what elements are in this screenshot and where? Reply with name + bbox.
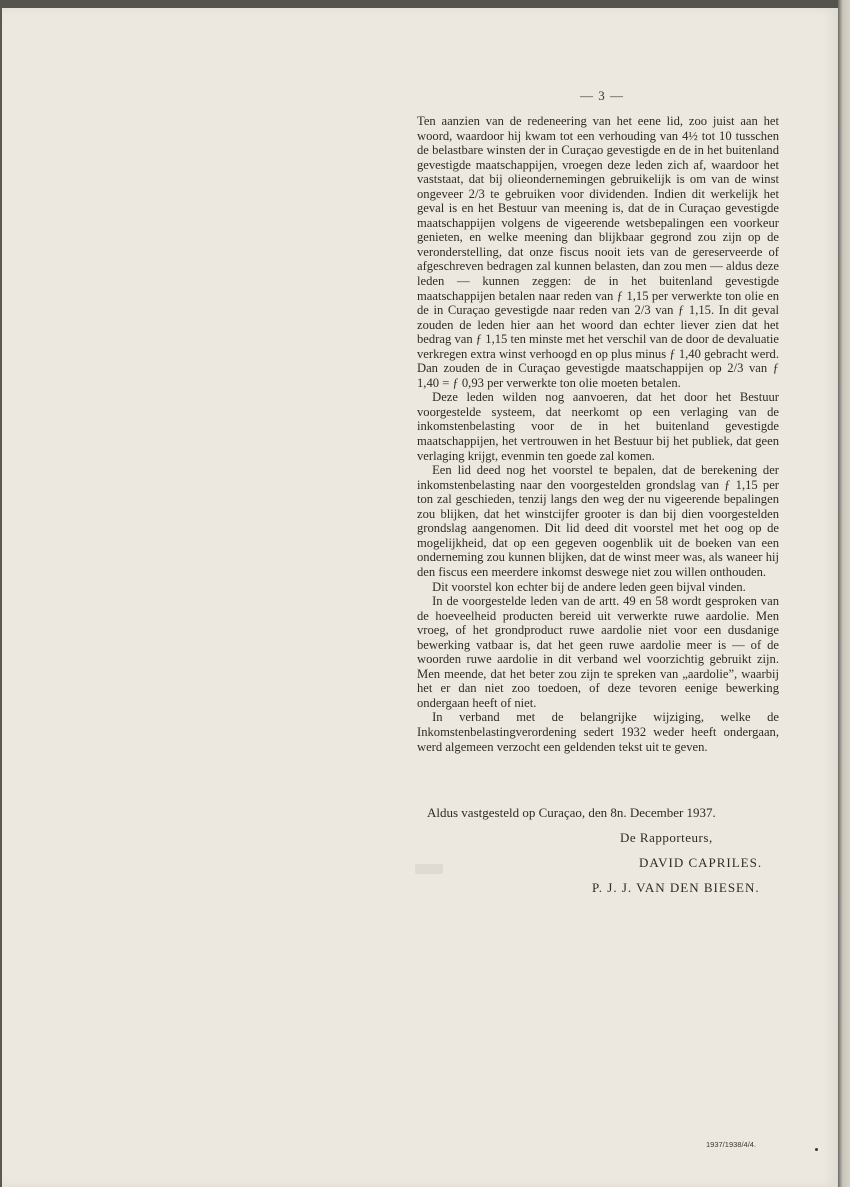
ink-smudge — [415, 864, 443, 874]
paragraph-1: Ten aanzien van de redeneering van het eene lid, zoo juist aan het woord, waardoor hij kwam tot een verhouding van 4½ tot 10 tusschen de belastbare winsten der in Curaçao gevestigde en de in het buitenland gevestigde maatschappijen, vroegen deze leden zich af, waardoor het vaststaat, dat bij olieondernemingen gebruikelijk is om van de winst ongeveer 2/3 te gebruiken voor dividenden. Indien dit werkelijk het geval is en het Bestuur van meening is, dat de in Curaçao gevestigde maatschappijen volgens de vigeerende wetsbepalingen een voorkeur genieten, en welke meening dan blijkbaar gegrond zou zijn op de veronderstelling, dat onze fiscus nooit iets van de gereserveerde of afgeschreven bedragen zal kunnen belasten, dan zou men — aldus deze leden — kunnen zeggen: de in het buitenland gevestigde maatschappijen betalen naar reden van ƒ 1,15 per verwerkte ton olie en de in Curaçao gevestigde naar reden van 2/3 van ƒ 1,15. In dit geval zouden de leden hier aan het woord dan echter liever zien dat het bedrag van ƒ 1,15 ten minste met het verschil van de door de devaluatie verkregen extra winst verhoogd en op plus minus ƒ 1,40 gebracht werd. Dan zouden de in Curaçao gevestigde maatschappijen op 2/3 van ƒ 1,40 = ƒ 0,93 per verwerkte ton olie moeten betalen. — [417, 114, 779, 390]
signatory-van-den-biesen: P. J. J. VAN DEN BIESEN. — [592, 880, 760, 895]
paragraph-5: In de voorgestelde leden van de artt. 49 en 58 wordt gesproken van de hoeveelheid producten bereid uit verwerkte ruwe aardolie. Men vroeg, of het grondproduct ruwe aardolie niet voor een dusdanige bewerking vatbaar is, dat het geen ruwe aardolie meer is — of de woorden ruwe aardolie in dit verband wel voorzichtig gebruikt zijn. Men meende, dat het beter zou zijn te spreken van „aardolie”, waarbij het er dan niet zoo toedoen, of deze tevoren eenige bewerking ondergaan heeft of niet. — [417, 594, 779, 710]
paragraph-6: In verband met de belangrijke wijziging, welke de Inkomstenbelastingverordening sedert 1932 weder heeft ondergaan, werd algemeen verzocht een geldenden tekst uit te geven. — [417, 710, 779, 754]
body-text — [417, 114, 779, 754]
scan-top-band — [0, 0, 850, 8]
paragraph-2: Deze leden wilden nog aanvoeren, dat het door het Bestuur voorgestelde systeem, dat neerkomt op een verlaging van de inkomstenbelasting voor de in het buitenland gevestigde maatschappijen, het vertrouwen in het Bestuur bij het publiek, dat geen verlaging krijgt, evenmin ten goede zal komen. — [417, 390, 779, 463]
signatory-capriles: DAVID CAPRILES. — [639, 855, 763, 870]
paragraph-3: Een lid deed nog het voorstel te bepalen, dat de berekening der inkomstenbelasting naar den voorgestelden grondslag van ƒ 1,15 per ton zal geschieden, tenzij langs den weg der nu vigeerende bepalingen zou blijken, dat het winstcijfer grooter is dan bij dien voorgestelden grondslag aangenomen. Dit lid deed dit voorstel met het oog op de mogelijkheid, dat op een gegeven oogenblik uit de boeken van een onderneming zou kunnen blijken, dat de winst meer was, als waneer hij den fiscus een meerdere inkomst deswege niet zou willen onthouden. — [417, 463, 779, 579]
rapporteurs-label: De Rapporteurs, — [620, 830, 713, 845]
page-edge — [838, 0, 850, 1187]
print-code: 1937/1938/4/4. — [706, 1140, 757, 1149]
margin-dot — [815, 1148, 818, 1151]
page-number: — 3 — — [580, 88, 624, 103]
document-page — [2, 8, 838, 1187]
paragraph-4: Dit voorstel kon echter bij de andere leden geen bijval vinden. — [432, 579, 746, 594]
closing-line: Aldus vastgesteld op Curaçao, den 8n. December 1937. — [427, 805, 716, 820]
